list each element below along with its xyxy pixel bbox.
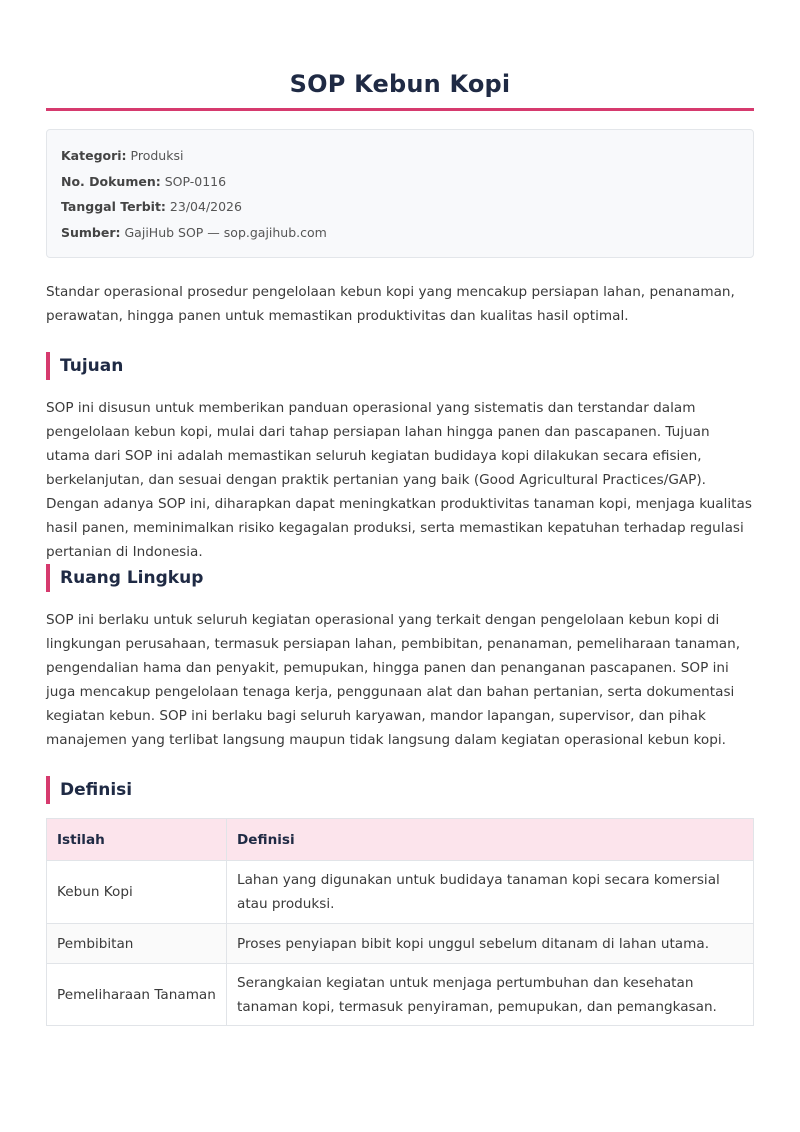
- section-heading-definisi: Definisi: [46, 776, 754, 804]
- meta-issue-date-label: Tanggal Terbit:: [61, 199, 166, 214]
- definition-cell: Proses penyiapan bibit kopi unggul sebelum ditanam di lahan utama.: [227, 924, 754, 964]
- title-divider: [46, 108, 754, 111]
- meta-source-value: GajiHub SOP — sop.gajihub.com: [124, 224, 327, 240]
- meta-doc-number-label: No. Dokumen:: [61, 173, 161, 189]
- section-heading-tujuan: Tujuan: [46, 352, 754, 380]
- definition-cell: Lahan yang digunakan untuk budidaya tanaman kopi secara komersial atau produksi.: [227, 861, 754, 924]
- page-title: SOP Kebun Kopi: [289, 70, 511, 98]
- tujuan-paragraph: SOP ini disusun untuk memberikan panduan operasional yang sistematis dan terstandar dalam pengelolaan kebun kopi, mulai dari tahap persiapan lahan hingga panen dan pascapanen. Tujuan utama dari SOP ini adalah memastikan seluruh kegiatan budidaya kopi dilakukan secara efisien, berkelanjutan, dan sesuai dengan praktik pertanian yang baik (Good Agricultural Practices/GAP). Dengan adanya SOP ini, diharapkan dapat meningkatkan produktivitas tanaman kopi, menjaga kualitas hasil panen, meminimalkan risiko kegagalan produksi, serta memastikan kepatuhan terhadap regulasi pertanian di Indonesia.: [46, 400, 752, 560]
- meta-issue-date: [61, 198, 739, 224]
- meta-source: [61, 224, 739, 250]
- meta-issue-date-value: 23/04/2026: [169, 199, 242, 214]
- definition-table: [46, 818, 754, 1026]
- table-row: [47, 964, 754, 1026]
- table-row: [47, 861, 754, 924]
- meta-doc-number-value: SOP-0116: [164, 173, 227, 189]
- intro-paragraph: Standar operasional prosedur pengelolaan kebun kopi yang mencakup persiapan lahan, penanaman, perawatan, hingga panen untuk memastikan produktivitas dan kualitas hasil optimal.: [46, 284, 735, 324]
- section-heading-ruang-lingkup: Ruang Lingkup: [46, 564, 754, 592]
- definition-cell: Serangkaian kegiatan untuk menjaga pertumbuhan dan kesehatan tanaman kopi, termasuk penyiraman, pemupukan, dan pemangkasan.: [227, 964, 754, 1026]
- ruang-lingkup-paragraph: SOP ini berlaku untuk seluruh kegiatan operasional yang terkait dengan pengelolaan kebun kopi di lingkungan perusahaan, termasuk persiapan lahan, pembibitan, penanaman, pemeliharaan tanaman, pengendalian hama dan penyakit, pemupukan, hingga panen dan penanganan pascapanen. SOP ini juga mencakup pengelolaan tenaga kerja, penggunaan alat dan bahan pertanian, serta dokumentasi kegiatan kebun. SOP ini berlaku bagi seluruh karyawan, mandor lapangan, supervisor, dan pihak manajemen yang terlibat langsung maupun tidak langsung dalam kegiatan operasional kebun kopi.: [46, 612, 741, 748]
- meta-source-label: Sumber:: [61, 224, 121, 240]
- column-header-definisi: Definisi: [227, 819, 754, 861]
- meta-category: [61, 147, 739, 173]
- table-row: [47, 924, 754, 964]
- term-cell: Kebun Kopi: [47, 861, 227, 924]
- meta-doc-number: [61, 173, 739, 199]
- column-header-istilah: Istilah: [47, 819, 227, 861]
- term-cell: Pemeliharaan Tanaman: [47, 964, 227, 1026]
- table-header-row: [47, 819, 754, 861]
- meta-category-value: Produksi: [130, 148, 184, 163]
- metadata-box: [46, 129, 754, 258]
- term-cell: Pembibitan: [47, 924, 227, 964]
- meta-category-label: Kategori:: [61, 148, 127, 163]
